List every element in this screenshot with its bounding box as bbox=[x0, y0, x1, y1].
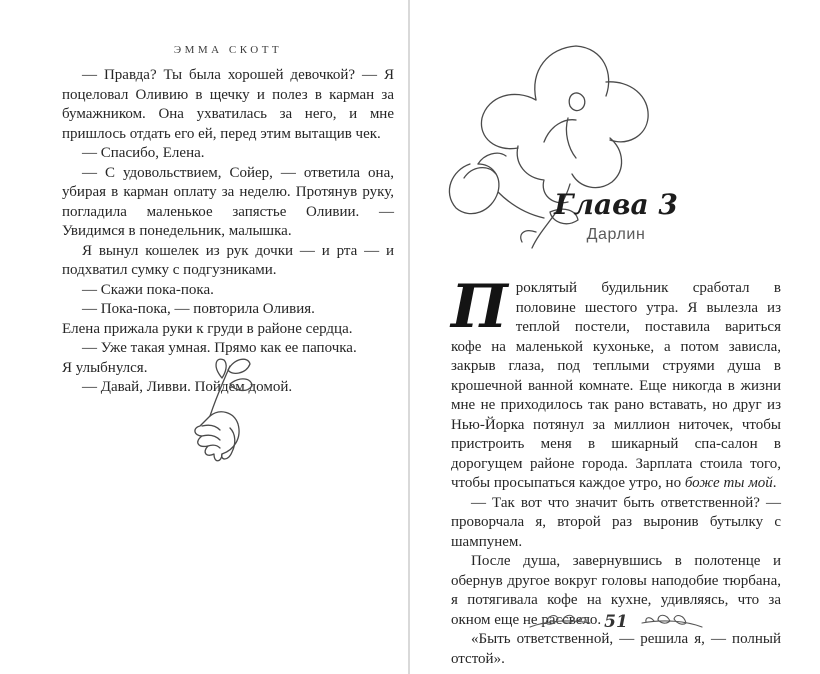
paragraph: Я вынул кошелек из рук дочки — и рта — и подхватил сумку с подгузниками. bbox=[62, 242, 394, 278]
page-left bbox=[0, 0, 408, 674]
paragraph: Я улыбнулся. bbox=[62, 359, 148, 376]
paragraph: — С удовольствием, Сойер, — ответила она, убирая в карман оплату за неделю. Протянув руку, погладила маленькое запястье Оливии. — Увидимся в понедельник, малышка. bbox=[62, 164, 394, 239]
leaf-flourish-left-icon bbox=[528, 611, 592, 633]
hand-with-sprig-illustration-icon bbox=[170, 354, 262, 464]
drop-cap: П bbox=[451, 272, 508, 342]
paragraph: После душа, завернувшись в полотенце и обернув другое вокруг головы наподобие тюрбана, я потягивала кофе на кухне, удивляясь, что за окном еще не рассвело. bbox=[451, 553, 781, 628]
chapter-subtitle: Дарлин bbox=[586, 226, 646, 243]
paragraph: — Так вот что значит быть ответственной? — проворчала я, второй раз выронив бутылку с шампунем. bbox=[451, 494, 781, 550]
leaf-flourish-right-icon bbox=[640, 611, 704, 633]
paragraph: — Спасибо, Елена. bbox=[82, 145, 205, 161]
page-right bbox=[410, 0, 820, 674]
paragraph: «Быть ответственной, — решила я, — полный отстой». bbox=[451, 631, 781, 667]
paragraph: — Скажи пока-пока. bbox=[82, 281, 214, 298]
paragraph: Елена прижала руки к груди в районе сердца. bbox=[62, 320, 353, 337]
paragraph: — Пока-пока, — повторила Оливия. bbox=[82, 301, 315, 317]
left-text-block bbox=[62, 66, 394, 398]
author-header: ЭММА СКОТТ bbox=[173, 44, 283, 56]
page-number: 51 bbox=[604, 612, 628, 632]
chapter-title: Глава 3 bbox=[554, 188, 678, 221]
page-footer bbox=[451, 611, 781, 633]
paragraph: — Правда? Ты была хорошей девочкой? — Я поцеловал Оливию в щечку и полез в карман за бумажником. Она ухватилась за него, и мне пришлось отдать его ей, перед этим вытащив чек. bbox=[62, 67, 394, 142]
paragraph: — Уже такая умная. Прямо как ее папочка. bbox=[82, 340, 357, 356]
paragraph: Проклятый будильник сработал в половине шестого утра. Я вылезла из теплой постели, поставила вариться кофе на маленькой кухоньке, а потом зависла, закрыв глаза, под теплыми струями душа в крошечной ванной комнате. Еще никогда в жизни мне не приходилось так рано вставать, но друг из Нью-Йорка потянул за миллион ниточек, чтобы пристроить меня в шикарный спа-салон в дорогущем районе города. Зарплата стоила того, чтобы просыпаться каждое утро, но боже ты мой. bbox=[451, 272, 781, 491]
paragraph: — Давай, Ливви. Пойдем домой. bbox=[82, 379, 293, 395]
